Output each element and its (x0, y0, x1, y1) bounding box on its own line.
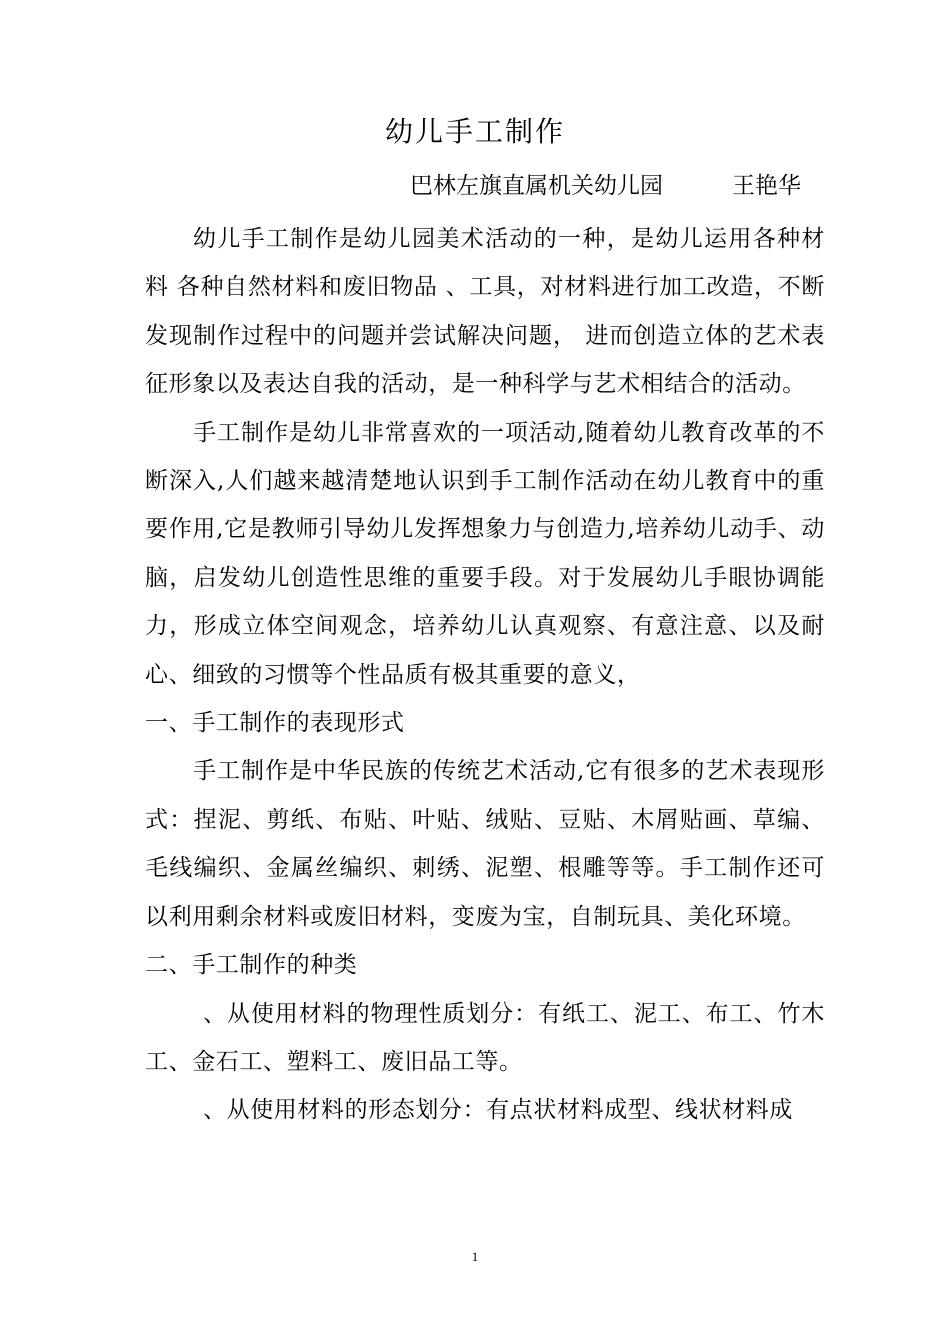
paragraph-intro: 幼儿手工制作是幼儿园美术活动的一种，是幼儿运用各种材料 各种自然材料和废旧物品 、工具，对材料进行加工改造，不断发现制作过程中的问题并尝试解决问题， 进而创造立体的艺术表征形象以及表达自我的活动，是一种科学与艺术相结合的活动。 (145, 226, 825, 398)
section-heading-types: 二、手工制作的种类 (145, 952, 358, 979)
author-name: 王艳华 (732, 173, 801, 199)
document-title: 幼儿手工制作 (384, 115, 565, 148)
page-number: 1 (471, 1249, 479, 1264)
school-name: 巴林左旗直属机关幼儿园 (410, 173, 663, 199)
section-heading-forms: 一、手工制作的表现形式 (145, 710, 405, 737)
paragraph-forms: 手工制作是中华民族的传统艺术活动,它有很多的艺术表现形式：捏泥、剪纸、布贴、叶贴、绒贴、豆贴、木屑贴画、草编、毛线编织、金属丝编织、刺绣、泥塑、根雕等等。手工制作还可以利用剩余材料或废旧材料，变废为宝，自制玩具、美化环境。 (145, 758, 825, 930)
document-body (145, 215, 825, 1135)
paragraph-importance: 手工制作是幼儿非常喜欢的一项活动,随着幼儿教育改革的不断深入,人们越来越清楚地认识到手工制作活动在幼儿教育中的重要作用,它是教师引导幼儿发挥想象力与创造力,培养幼儿动手、动脑，启发幼儿创造性思维的重要手段。对于发展幼儿手眼协调能力，形成立体空间观念，培养幼儿认真观察、有意注意、以及耐心、细致的习惯等个性品质有极其重要的意义， (145, 419, 825, 688)
list-item-physical: 、从使用材料的物理性质划分：有纸工、泥工、布工、竹木工、金石工、塑料工、废旧品工等。 (145, 1000, 825, 1075)
list-item-shape: 、从使用材料的形态划分：有点状材料成型、线状材料成 (203, 1097, 793, 1124)
